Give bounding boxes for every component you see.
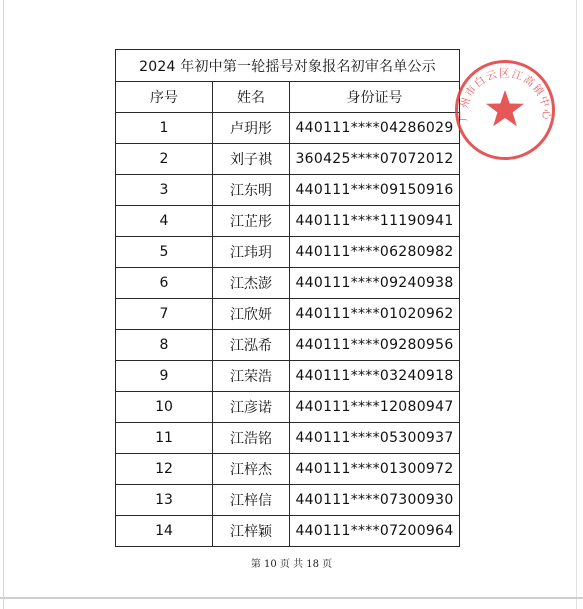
table-row [116,237,460,268]
id-number-cell: 440111****01300972 [290,454,460,485]
name-cell: 江杰澎 [213,268,290,299]
row-number-cell: 7 [116,299,213,330]
name-cell: 江欣妍 [213,299,290,330]
star-icon [486,90,524,126]
id-number-cell: 440111****09240938 [290,268,460,299]
table-row [116,361,460,392]
table-row [116,330,460,361]
row-number-cell: 4 [116,206,213,237]
row-number-cell: 1 [116,113,213,144]
id-number-cell: 440111****05300937 [290,423,460,454]
page-edge-right [576,0,577,609]
row-number-cell: 3 [116,175,213,206]
row-number-cell: 8 [116,330,213,361]
id-number-cell: 440111****01020962 [290,299,460,330]
row-number-cell: 10 [116,392,213,423]
table-row [116,144,460,175]
row-number-cell: 11 [116,423,213,454]
table-row [116,299,460,330]
table-row [116,113,460,144]
row-number-cell: 2 [116,144,213,175]
row-number-cell: 6 [116,268,213,299]
id-number-cell: 440111****09150916 [290,175,460,206]
row-number-cell: 5 [116,237,213,268]
page-edge-left [3,0,4,609]
table-row [116,175,460,206]
table-row [116,268,460,299]
name-cell: 江芷彤 [213,206,290,237]
official-seal [453,58,557,162]
id-number-cell: 440111****09280956 [290,330,460,361]
id-number-cell: 440111****03240918 [290,361,460,392]
title-row [116,50,460,82]
id-number-cell: 440111****12080947 [290,392,460,423]
page-number: 第 10 页 共 18 页 [250,559,333,570]
page-edge-bottom [0,597,583,599]
name-cell: 江荣浩 [213,361,290,392]
roster-table [115,49,460,547]
name-cell: 江梓颖 [213,516,290,547]
table-row [116,485,460,516]
name-cell: 江东明 [213,175,290,206]
id-number-cell: 440111****06280982 [290,237,460,268]
column-header-number: 序号 [116,82,213,113]
name-cell: 江泓希 [213,330,290,361]
header-row [116,82,460,113]
id-number-cell: 440111****11190941 [290,206,460,237]
id-number-cell: 440111****07300930 [290,485,460,516]
name-cell: 刘子祺 [213,144,290,175]
table-row [116,392,460,423]
name-cell: 江玮玥 [213,237,290,268]
name-cell: 江梓信 [213,485,290,516]
row-number-cell: 14 [116,516,213,547]
column-header-id: 身份证号 [290,82,460,113]
row-number-cell: 13 [116,485,213,516]
name-cell: 江彦诺 [213,392,290,423]
name-cell: 江梓杰 [213,454,290,485]
id-number-cell: 360425****07072012 [290,144,460,175]
row-number-cell: 9 [116,361,213,392]
row-number-cell: 12 [116,454,213,485]
name-cell: 卢玥彤 [213,113,290,144]
table-row [116,206,460,237]
seal-text: 广州市白云区江高镇中心 [457,67,553,122]
table-title: 2024 年初中第一轮摇号对象报名初审名单公示 [116,50,460,82]
id-number-cell: 440111****07200964 [290,516,460,547]
id-number-cell: 440111****04286029 [290,113,460,144]
name-cell: 江浩铭 [213,423,290,454]
table-row [116,423,460,454]
table-row [116,516,460,547]
table-row [116,454,460,485]
column-header-name: 姓名 [213,82,290,113]
